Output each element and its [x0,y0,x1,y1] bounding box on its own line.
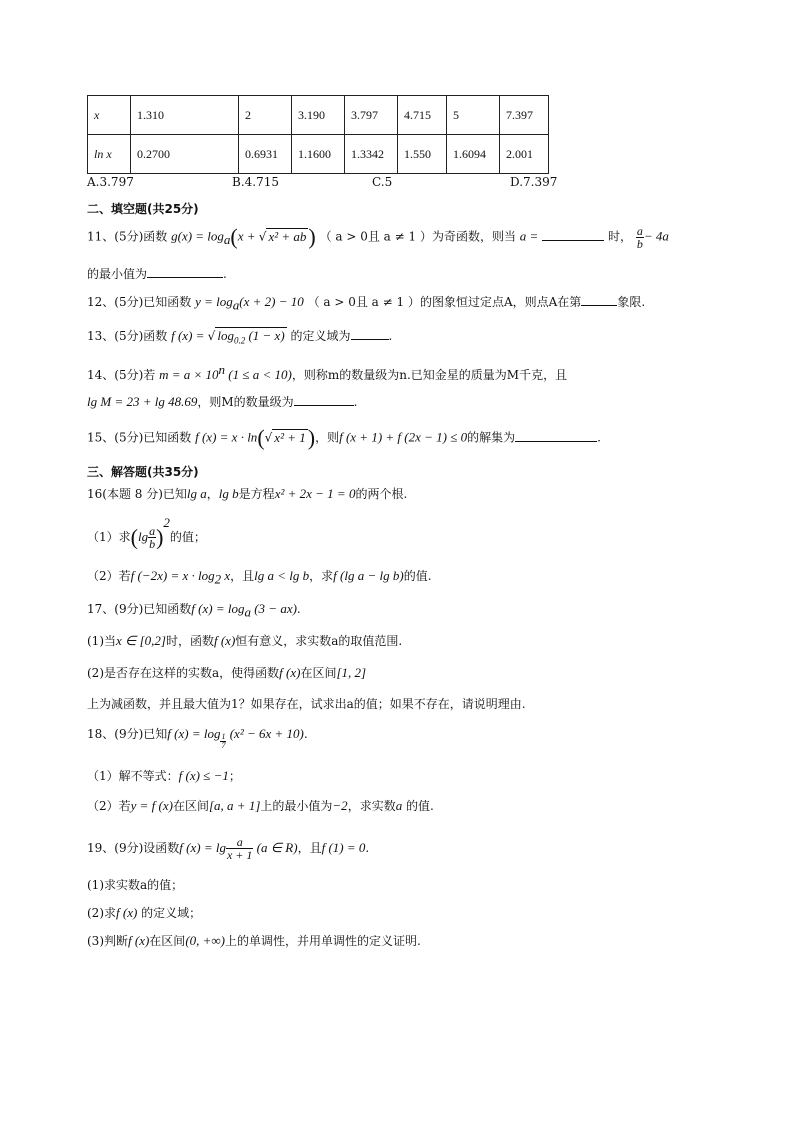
text: . [223,267,227,281]
math-expr: lg a < lg b [254,568,310,583]
math-expr: a [395,798,403,813]
text: 在区间 [300,666,337,680]
table-cell: 2 [239,96,292,135]
table-cell: 3.190 [292,96,345,135]
math-fraction [148,525,156,550]
option-d: D.7.397 [510,175,558,189]
option-c: C.5 [372,175,393,189]
question-15: 15、(5分)已知函数 f (x) = x · ln(√ x² + 1)，则f (x + 1) + f (2x − 1) ≤ 0的解集为 . [87,425,601,450]
text: ，求实数 [347,799,396,813]
question-19-part1: (1)求实数a的值； [87,878,184,892]
text: (2)是否存在这样的实数a，使得函数 [87,666,280,680]
math-expr: f (x) = x · ln [195,429,258,445]
question-19 [87,836,369,861]
question-18 [87,725,308,750]
text: 的解集为 [467,430,516,445]
text: （1）解不等式： [87,769,179,783]
math-sub: 0.2 [233,335,246,346]
section-heading-solve: 三、解答题(共35分) [87,465,199,479]
math-expr: (1 ≤ a < 10) [225,367,292,382]
question-13: 13、(5分)函数 f (x) = √ $\log_{0.2} (1 - x)$ 的定义域为 . [87,328,393,346]
math-expr: (x + 2) − 10 [239,294,304,309]
math-expr: f (x) = [171,328,208,343]
text: （ a > 0且 a ≠ 1 ）为奇函数，则当 [319,229,516,244]
math-expr: y = f (x) [130,798,173,813]
text: 上的单调性，并用单调性的定义证明. [225,934,421,948]
table-cell: 4.715 [398,96,447,135]
question-11-line2 [87,265,227,282]
math-expr: a = [519,228,539,244]
math-expr: lg M = 23 + lg 48.69 [87,394,198,409]
math-sub: a [232,297,240,313]
question-17-part1 [87,632,402,649]
math-expr: [a, a + 1] [209,798,261,813]
table-row [88,96,549,135]
paren-close: ) [307,425,316,450]
text: 上的最小值为 [260,799,333,813]
question-16-part1 [87,515,206,551]
math-fraction [226,836,253,861]
math-expr: (x² − 6x + 10) [226,726,304,741]
text: 的定义域为 [290,329,351,343]
math-expr: f (x + 1) + f (2x − 1) ≤ 0 [339,429,468,445]
math-expr: (3 − ax) [250,601,297,616]
math-expr: x² + 2x − 1 = 0 [274,486,356,501]
table-row [88,135,549,174]
math-sub: 2 [214,571,222,587]
question-17-part2 [87,664,366,681]
frac-den: b [149,537,156,551]
math-expr: f (x) [128,933,150,948]
text: 的两个根. [355,487,408,501]
question-number: 12、(5分)已知函数 [87,295,192,309]
question-11: 11、(5分)函数 $g(x) = \log_a(x$ + √ x² + ab) （ a > 0且 a ≠ 1 ）为奇函数，则当 a = 时， $\frac{a}{b}$ − 4a [87,223,669,251]
text: ，则 [315,430,340,445]
text: ， [206,487,219,501]
math-expr: [1, 2] [336,665,367,680]
question-number: 19、(9分)设函数 [87,841,180,855]
answer-blank[interactable] [294,404,354,406]
math-sqrt [215,327,286,346]
frac-num: a [149,524,156,538]
question-number: 16(本题 8 分)已知 [87,487,187,501]
table-cell: 1.3342 [345,135,398,174]
math-expr: (0, +∞) [185,933,226,948]
math-expr: x ∈ [0,2] [116,633,166,648]
text: ，求 [309,569,334,583]
question-number: 15、(5分)已知函数 [87,430,192,445]
question-number: 18、(9分)已知 [87,727,168,741]
option-b: B.4.715 [232,175,279,189]
table-cell: 5 [447,96,500,135]
text: . [296,602,301,616]
table-cell: 0.6931 [239,135,292,174]
text: ； [228,769,241,783]
table-cell: 3.797 [345,96,398,135]
text: ，且 [230,569,255,583]
math-expr: f (lg a − lg b) [333,568,404,583]
math-expr: f (x) ≤ −1 [178,768,229,783]
text: （2）若 [87,799,131,813]
text: （2）若 [87,569,131,583]
text: 象限. [617,295,646,309]
text: . [597,430,601,445]
frac-num: a [636,223,643,238]
text: （ a > 0且 a ≠ 1 ）的图象恒过定点A，则点A在第 [307,295,582,309]
text: 在区间 [149,934,186,948]
table-cell: 2.001 [500,135,549,174]
answer-blank[interactable] [147,276,223,278]
frac-den: 7 [221,741,226,750]
text: . [303,727,308,741]
math-expr: f (1) = 0 [321,840,366,855]
text: 的定义域； [137,906,202,920]
math-expr: log [217,328,234,343]
text: (2)求 [87,906,116,920]
frac-num: 1 [221,732,226,741]
math-expr: (a ∈ R) [253,840,298,855]
math-expr: x + [237,228,259,244]
math-expr: (1 − x) [245,328,285,343]
answer-blank[interactable] [581,304,617,306]
text: 在区间 [172,799,209,813]
section-heading-fill-blank: 二、填空题(共25分) [87,202,199,216]
text: 恒有意义，求实数a的取值范围. [235,634,403,648]
text: 的最小值为 [87,267,148,281]
math-expr: lg a [186,486,207,501]
text: 的值； [169,530,206,544]
table-cell: 1.6094 [447,135,500,174]
math-expr: f (x) = log [167,726,221,741]
math-expr: g(x) = log [171,228,224,244]
question-17-part2-line2: 上为减函数，并且最大值为1？如果存在，试求出a的值；如果不存在，请说明理由. [87,697,526,711]
values-table [87,95,549,174]
math-sqrt: x² + ab [268,228,307,244]
frac-den: b [636,236,643,251]
question-19-part3 [87,932,421,949]
table-cell: 7.397 [500,96,549,135]
text: ，且 [297,841,322,855]
option-a: A.3.797 [87,175,134,189]
math-expr: y = log [195,294,233,309]
frac-den: x + 1 [226,848,253,862]
question-number: 14、(5分)若 [87,368,156,382]
table-head-cell: x [88,96,131,135]
math-expr: f (x) = log [191,601,245,616]
text: ，则M的数量级为 [197,395,294,409]
question-number: 11、(5分)函数 [87,229,168,244]
text: 的值. [403,569,432,583]
math-expr: f (−2x) = x · log [130,568,215,583]
question-19-part2 [87,904,201,921]
text: ，则称m的数量级为n.已知金星的质量为M千克，且 [291,368,568,382]
math-sup: n [218,362,226,377]
math-expr: f (x) = lg [179,840,226,855]
question-14 [87,362,567,383]
question-number: 17、(9分)已知函数 [87,602,192,616]
text: (1)当 [87,634,116,648]
text: (3)判断 [87,934,128,948]
math-sup: 2 [163,515,170,530]
math-sub: a [223,231,231,247]
table-cell: 1.310 [131,96,239,135]
text: 时，函数 [165,634,214,648]
text: . [365,841,370,855]
paren-open: ( [130,524,138,550]
paren-close: ) [156,524,164,550]
frac-num: a [226,836,253,849]
math-sub: a [244,604,251,620]
paren-open: ( [257,425,265,450]
table-head-cell: ln x [88,135,131,174]
question-17 [87,600,301,620]
table-cell: 1.550 [398,135,447,174]
question-18-part1 [87,767,241,784]
math-expr: − 4a [643,228,669,244]
math-expr: −2 [332,798,348,813]
table-cell: 1.1600 [292,135,345,174]
math-expr: m = a × 10 [159,367,219,382]
math-fraction [636,225,644,250]
math-expr: f (x) [279,665,301,680]
math-sqrt: x² + 1 [274,429,306,445]
answer-blank[interactable] [542,239,604,241]
text: . [353,395,358,409]
answer-blank[interactable] [351,338,389,340]
math-expr: f (x) [116,905,138,920]
text: 是方程 [238,487,275,501]
paren-close: ) [308,224,316,249]
paren-open: ( [230,224,238,249]
text: （1）求 [87,530,131,544]
math-expr: lg b [218,486,239,501]
text: 的值. [402,799,434,813]
math-expr: f (x) [213,633,236,648]
text: . [388,329,393,343]
table-cell: 0.2700 [131,135,239,174]
question-14-line2 [87,393,357,410]
math-expr: lg [137,529,149,544]
math-expr: x [221,568,231,583]
question-18-part2 [87,797,434,814]
question-12 [87,293,645,313]
text: 时， [607,229,632,244]
question-16-part2 [87,567,432,587]
question-number: 13、(5分)函数 [87,329,168,343]
answer-blank[interactable] [515,440,597,442]
question-16 [87,485,407,502]
